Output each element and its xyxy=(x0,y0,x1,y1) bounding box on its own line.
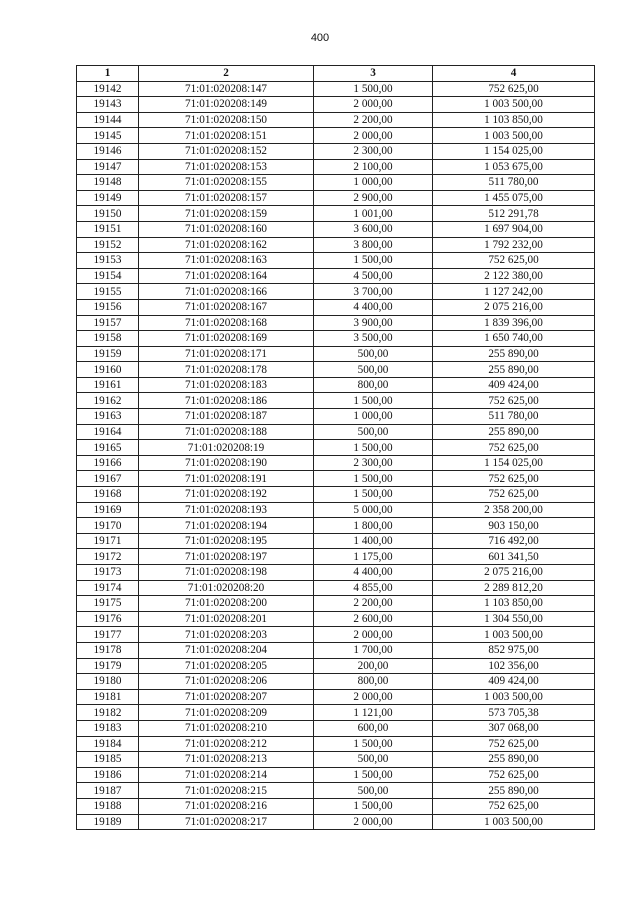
cell-row-number: 19189 xyxy=(77,814,139,830)
cell-value: 752 625,00 xyxy=(433,736,595,752)
cell-cadastral-number: 71:01:020208:197 xyxy=(139,549,314,565)
cell-row-number: 19145 xyxy=(77,128,139,144)
cell-row-number: 19184 xyxy=(77,736,139,752)
cell-area: 1 500,00 xyxy=(314,736,433,752)
cell-value: 716 492,00 xyxy=(433,533,595,549)
cell-cadastral-number: 71:01:020208:20 xyxy=(139,580,314,596)
cell-value: 752 625,00 xyxy=(433,798,595,814)
cell-cadastral-number: 71:01:020208:147 xyxy=(139,81,314,97)
column-header-4: 4 xyxy=(433,66,595,82)
cell-row-number: 19179 xyxy=(77,658,139,674)
cell-area: 2 300,00 xyxy=(314,143,433,159)
cell-value: 1 127 242,00 xyxy=(433,284,595,300)
cell-value: 1 304 550,00 xyxy=(433,611,595,627)
cell-row-number: 19156 xyxy=(77,299,139,315)
cell-row-number: 19164 xyxy=(77,424,139,440)
cell-value: 1 154 025,00 xyxy=(433,143,595,159)
cell-cadastral-number: 71:01:020208:194 xyxy=(139,518,314,534)
cell-cadastral-number: 71:01:020208:157 xyxy=(139,190,314,206)
cell-area: 4 400,00 xyxy=(314,299,433,315)
table-row xyxy=(77,471,595,487)
cell-area: 2 000,00 xyxy=(314,97,433,113)
cell-value: 2 075 216,00 xyxy=(433,565,595,581)
data-table xyxy=(76,65,595,830)
table-row xyxy=(77,596,595,612)
cell-area: 2 100,00 xyxy=(314,159,433,175)
cell-value: 2 289 812,20 xyxy=(433,580,595,596)
cell-row-number: 19174 xyxy=(77,580,139,596)
cell-cadastral-number: 71:01:020208:206 xyxy=(139,674,314,690)
cell-row-number: 19146 xyxy=(77,143,139,159)
cell-cadastral-number: 71:01:020208:163 xyxy=(139,253,314,269)
cell-area: 2 600,00 xyxy=(314,611,433,627)
cell-area: 800,00 xyxy=(314,674,433,690)
cell-cadastral-number: 71:01:020208:190 xyxy=(139,455,314,471)
cell-area: 5 000,00 xyxy=(314,502,433,518)
table-row xyxy=(77,299,595,315)
table-row xyxy=(77,331,595,347)
cell-row-number: 19188 xyxy=(77,798,139,814)
cell-cadastral-number: 71:01:020208:169 xyxy=(139,331,314,347)
cell-area: 2 900,00 xyxy=(314,190,433,206)
table-row xyxy=(77,611,595,627)
cell-cadastral-number: 71:01:020208:167 xyxy=(139,299,314,315)
cell-row-number: 19153 xyxy=(77,253,139,269)
table-row xyxy=(77,580,595,596)
cell-area: 3 500,00 xyxy=(314,331,433,347)
table-row xyxy=(77,221,595,237)
cell-row-number: 19182 xyxy=(77,705,139,721)
cell-cadastral-number: 71:01:020208:159 xyxy=(139,206,314,222)
cell-value: 1 650 740,00 xyxy=(433,331,595,347)
cell-row-number: 19154 xyxy=(77,268,139,284)
cell-row-number: 19168 xyxy=(77,487,139,503)
cell-value: 752 625,00 xyxy=(433,253,595,269)
cell-value: 752 625,00 xyxy=(433,81,595,97)
cell-cadastral-number: 71:01:020208:171 xyxy=(139,346,314,362)
cell-value: 752 625,00 xyxy=(433,471,595,487)
cell-cadastral-number: 71:01:020208:195 xyxy=(139,533,314,549)
cell-value: 255 890,00 xyxy=(433,346,595,362)
cell-value: 1 792 232,00 xyxy=(433,237,595,253)
cell-cadastral-number: 71:01:020208:191 xyxy=(139,471,314,487)
cell-area: 4 500,00 xyxy=(314,268,433,284)
cell-cadastral-number: 71:01:020208:150 xyxy=(139,112,314,128)
cell-cadastral-number: 71:01:020208:198 xyxy=(139,565,314,581)
cell-cadastral-number: 71:01:020208:205 xyxy=(139,658,314,674)
cell-row-number: 19177 xyxy=(77,627,139,643)
cell-area: 2 200,00 xyxy=(314,112,433,128)
cell-cadastral-number: 71:01:020208:217 xyxy=(139,814,314,830)
cell-row-number: 19157 xyxy=(77,315,139,331)
table-row xyxy=(77,658,595,674)
cell-area: 1 400,00 xyxy=(314,533,433,549)
cell-row-number: 19158 xyxy=(77,331,139,347)
cell-cadastral-number: 71:01:020208:152 xyxy=(139,143,314,159)
cell-value: 573 705,38 xyxy=(433,705,595,721)
cell-value: 255 890,00 xyxy=(433,783,595,799)
cell-row-number: 19165 xyxy=(77,440,139,456)
cell-area: 2 200,00 xyxy=(314,596,433,612)
cell-cadastral-number: 71:01:020208:213 xyxy=(139,752,314,768)
table-row xyxy=(77,533,595,549)
table-row xyxy=(77,752,595,768)
cell-row-number: 19149 xyxy=(77,190,139,206)
cell-area: 1 000,00 xyxy=(314,175,433,191)
cell-value: 1 103 850,00 xyxy=(433,112,595,128)
table-row xyxy=(77,736,595,752)
table-row xyxy=(77,565,595,581)
table-row xyxy=(77,518,595,534)
cell-value: 1 003 500,00 xyxy=(433,627,595,643)
table-body xyxy=(77,81,595,830)
cell-area: 1 500,00 xyxy=(314,81,433,97)
page-number: 400 xyxy=(310,32,330,44)
cell-row-number: 19143 xyxy=(77,97,139,113)
cell-area: 3 800,00 xyxy=(314,237,433,253)
cell-area: 500,00 xyxy=(314,346,433,362)
cell-cadastral-number: 71:01:020208:216 xyxy=(139,798,314,814)
table-row xyxy=(77,143,595,159)
table-row xyxy=(77,175,595,191)
cell-value: 903 150,00 xyxy=(433,518,595,534)
table-header-row xyxy=(77,66,595,82)
cell-row-number: 19166 xyxy=(77,455,139,471)
cell-area: 1 800,00 xyxy=(314,518,433,534)
cell-value: 409 424,00 xyxy=(433,377,595,393)
table-row xyxy=(77,705,595,721)
cell-cadastral-number: 71:01:020208:207 xyxy=(139,689,314,705)
cell-cadastral-number: 71:01:020208:204 xyxy=(139,642,314,658)
cell-value: 1 103 850,00 xyxy=(433,596,595,612)
cell-cadastral-number: 71:01:020208:149 xyxy=(139,97,314,113)
cell-row-number: 19161 xyxy=(77,377,139,393)
cell-value: 752 625,00 xyxy=(433,487,595,503)
cell-row-number: 19173 xyxy=(77,565,139,581)
cell-row-number: 19159 xyxy=(77,346,139,362)
table-row xyxy=(77,409,595,425)
cell-row-number: 19160 xyxy=(77,362,139,378)
table-row xyxy=(77,783,595,799)
cell-cadastral-number: 71:01:020208:155 xyxy=(139,175,314,191)
cell-cadastral-number: 71:01:020208:178 xyxy=(139,362,314,378)
table-row xyxy=(77,268,595,284)
cell-row-number: 19163 xyxy=(77,409,139,425)
cell-cadastral-number: 71:01:020208:19 xyxy=(139,440,314,456)
table-row xyxy=(77,97,595,113)
cell-area: 2 000,00 xyxy=(314,814,433,830)
table-row xyxy=(77,502,595,518)
cell-cadastral-number: 71:01:020208:200 xyxy=(139,596,314,612)
cell-area: 1 121,00 xyxy=(314,705,433,721)
cell-row-number: 19186 xyxy=(77,767,139,783)
cell-value: 752 625,00 xyxy=(433,440,595,456)
table-row xyxy=(77,674,595,690)
cell-area: 1 001,00 xyxy=(314,206,433,222)
cell-cadastral-number: 71:01:020208:210 xyxy=(139,720,314,736)
cell-row-number: 19180 xyxy=(77,674,139,690)
table-row xyxy=(77,159,595,175)
column-header-1: 1 xyxy=(77,66,139,82)
cell-value: 2 358 200,00 xyxy=(433,502,595,518)
cell-area: 4 400,00 xyxy=(314,565,433,581)
table-row xyxy=(77,362,595,378)
cell-row-number: 19171 xyxy=(77,533,139,549)
cell-row-number: 19172 xyxy=(77,549,139,565)
cell-area: 1 500,00 xyxy=(314,393,433,409)
cell-value: 512 291,78 xyxy=(433,206,595,222)
cell-area: 200,00 xyxy=(314,658,433,674)
cell-area: 1 500,00 xyxy=(314,471,433,487)
table-row xyxy=(77,798,595,814)
cell-area: 500,00 xyxy=(314,362,433,378)
cell-area: 1 500,00 xyxy=(314,253,433,269)
cell-cadastral-number: 71:01:020208:209 xyxy=(139,705,314,721)
cell-cadastral-number: 71:01:020208:187 xyxy=(139,409,314,425)
cell-row-number: 19148 xyxy=(77,175,139,191)
cell-value: 852 975,00 xyxy=(433,642,595,658)
table-row xyxy=(77,814,595,830)
cell-area: 1 175,00 xyxy=(314,549,433,565)
cell-cadastral-number: 71:01:020208:168 xyxy=(139,315,314,331)
cell-area: 3 600,00 xyxy=(314,221,433,237)
cell-value: 102 356,00 xyxy=(433,658,595,674)
table-row xyxy=(77,767,595,783)
cell-cadastral-number: 71:01:020208:192 xyxy=(139,487,314,503)
table-row xyxy=(77,128,595,144)
cell-value: 1 697 904,00 xyxy=(433,221,595,237)
cell-value: 255 890,00 xyxy=(433,424,595,440)
cell-value: 255 890,00 xyxy=(433,362,595,378)
cell-value: 601 341,50 xyxy=(433,549,595,565)
cell-cadastral-number: 71:01:020208:164 xyxy=(139,268,314,284)
column-header-2: 2 xyxy=(139,66,314,82)
cell-value: 2 075 216,00 xyxy=(433,299,595,315)
cell-row-number: 19181 xyxy=(77,689,139,705)
cell-area: 1 500,00 xyxy=(314,798,433,814)
cell-cadastral-number: 71:01:020208:201 xyxy=(139,611,314,627)
cell-value: 1 455 075,00 xyxy=(433,190,595,206)
cell-row-number: 19167 xyxy=(77,471,139,487)
cell-value: 1 154 025,00 xyxy=(433,455,595,471)
cell-value: 1 053 675,00 xyxy=(433,159,595,175)
cell-cadastral-number: 71:01:020208:215 xyxy=(139,783,314,799)
cell-value: 255 890,00 xyxy=(433,752,595,768)
cell-area: 3 900,00 xyxy=(314,315,433,331)
cell-row-number: 19187 xyxy=(77,783,139,799)
cell-row-number: 19144 xyxy=(77,112,139,128)
cell-area: 500,00 xyxy=(314,752,433,768)
cell-cadastral-number: 71:01:020208:151 xyxy=(139,128,314,144)
table-row xyxy=(77,346,595,362)
cell-area: 600,00 xyxy=(314,720,433,736)
cell-row-number: 19152 xyxy=(77,237,139,253)
cell-value: 752 625,00 xyxy=(433,767,595,783)
table-row xyxy=(77,720,595,736)
table-row xyxy=(77,424,595,440)
cell-value: 1 003 500,00 xyxy=(433,814,595,830)
cell-value: 2 122 380,00 xyxy=(433,268,595,284)
cell-cadastral-number: 71:01:020208:183 xyxy=(139,377,314,393)
cell-area: 800,00 xyxy=(314,377,433,393)
cell-row-number: 19147 xyxy=(77,159,139,175)
cell-cadastral-number: 71:01:020208:188 xyxy=(139,424,314,440)
cell-row-number: 19185 xyxy=(77,752,139,768)
table-row xyxy=(77,642,595,658)
table-row xyxy=(77,315,595,331)
cell-cadastral-number: 71:01:020208:186 xyxy=(139,393,314,409)
table-row xyxy=(77,440,595,456)
cell-row-number: 19175 xyxy=(77,596,139,612)
cell-cadastral-number: 71:01:020208:153 xyxy=(139,159,314,175)
cell-cadastral-number: 71:01:020208:212 xyxy=(139,736,314,752)
cell-value: 1 003 500,00 xyxy=(433,128,595,144)
cell-area: 1 700,00 xyxy=(314,642,433,658)
cell-value: 511 780,00 xyxy=(433,409,595,425)
cell-area: 1 500,00 xyxy=(314,767,433,783)
cell-row-number: 19170 xyxy=(77,518,139,534)
cell-cadastral-number: 71:01:020208:160 xyxy=(139,221,314,237)
column-header-3: 3 xyxy=(314,66,433,82)
cell-row-number: 19162 xyxy=(77,393,139,409)
cell-area: 1 500,00 xyxy=(314,487,433,503)
cell-value: 307 068,00 xyxy=(433,720,595,736)
table-row xyxy=(77,393,595,409)
cell-area: 500,00 xyxy=(314,424,433,440)
cell-row-number: 19142 xyxy=(77,81,139,97)
table-row xyxy=(77,377,595,393)
cell-value: 752 625,00 xyxy=(433,393,595,409)
table-row xyxy=(77,627,595,643)
table-row xyxy=(77,455,595,471)
table-row xyxy=(77,253,595,269)
cell-area: 500,00 xyxy=(314,783,433,799)
table-row xyxy=(77,190,595,206)
table-row xyxy=(77,237,595,253)
cell-area: 3 700,00 xyxy=(314,284,433,300)
table-row xyxy=(77,549,595,565)
cell-cadastral-number: 71:01:020208:203 xyxy=(139,627,314,643)
cell-row-number: 19151 xyxy=(77,221,139,237)
cell-area: 2 300,00 xyxy=(314,455,433,471)
cell-value: 1 003 500,00 xyxy=(433,97,595,113)
cell-value: 511 780,00 xyxy=(433,175,595,191)
table-row xyxy=(77,112,595,128)
cell-cadastral-number: 71:01:020208:162 xyxy=(139,237,314,253)
cell-value: 409 424,00 xyxy=(433,674,595,690)
cell-area: 2 000,00 xyxy=(314,689,433,705)
table-row xyxy=(77,689,595,705)
table-row xyxy=(77,487,595,503)
cell-cadastral-number: 71:01:020208:214 xyxy=(139,767,314,783)
cell-row-number: 19183 xyxy=(77,720,139,736)
table-row xyxy=(77,284,595,300)
cell-cadastral-number: 71:01:020208:193 xyxy=(139,502,314,518)
cell-row-number: 19155 xyxy=(77,284,139,300)
cell-value: 1 839 396,00 xyxy=(433,315,595,331)
cell-value: 1 003 500,00 xyxy=(433,689,595,705)
table-row xyxy=(77,81,595,97)
cell-area: 2 000,00 xyxy=(314,627,433,643)
cell-area: 2 000,00 xyxy=(314,128,433,144)
cell-cadastral-number: 71:01:020208:166 xyxy=(139,284,314,300)
cell-row-number: 19169 xyxy=(77,502,139,518)
cell-area: 1 000,00 xyxy=(314,409,433,425)
cell-row-number: 19150 xyxy=(77,206,139,222)
cell-area: 1 500,00 xyxy=(314,440,433,456)
cell-row-number: 19176 xyxy=(77,611,139,627)
cell-area: 4 855,00 xyxy=(314,580,433,596)
table-row xyxy=(77,206,595,222)
cell-row-number: 19178 xyxy=(77,642,139,658)
